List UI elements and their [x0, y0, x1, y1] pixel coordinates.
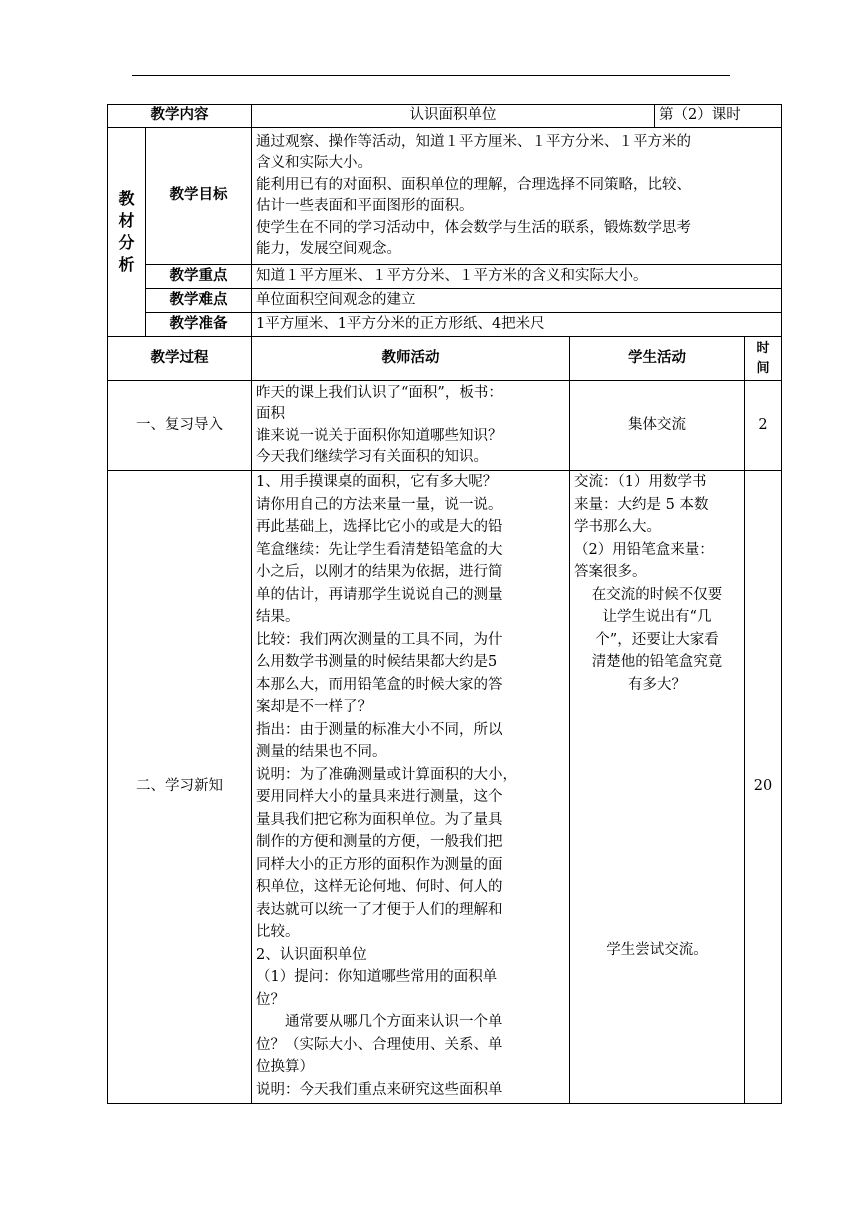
time-header	[745, 337, 782, 381]
stage2-teacher-line: 笔盒继续：先让学生看清楚铅笔盒的大	[256, 541, 503, 558]
material-char: 教	[118, 189, 135, 208]
stage2-student-line: 在交流的时候不仅要	[591, 586, 723, 603]
goals-row	[108, 128, 782, 265]
header-rule	[132, 75, 730, 76]
stage1-teacher-line: 今天我们继续学习有关面积的知识。	[256, 449, 488, 465]
stage1-teacher-line: 昨天的课上我们认识了“面积”，板书：	[256, 384, 503, 401]
stage2-teacher-line: 积单位，这样无论何地、何时、何人的	[256, 879, 503, 895]
material-analysis-label	[108, 128, 146, 337]
stage2-teacher-line: 说明：为了准确测量或计算面积的大小，	[256, 766, 517, 783]
content-label: 教学内容	[108, 105, 252, 128]
stage1-time: 2	[745, 381, 782, 471]
stage2-student	[570, 471, 745, 1104]
material-char: 析	[118, 255, 135, 274]
stage2-student-try: 学生尝试交流。	[606, 942, 708, 958]
stage2-name: 二、学习新知	[108, 471, 252, 1104]
stage2-teacher-line: 指出：由于测量的标准大小不同，所以	[256, 721, 503, 738]
difficulty-row	[108, 289, 782, 313]
goals-label: 教学目标	[146, 128, 252, 265]
stage2-teacher-line: （1）提问：你知道哪些常用的面积单	[256, 969, 498, 985]
stage2-teacher-line: 结果。	[256, 609, 300, 625]
stage2-teacher-line: 请你用自己的方法来量一量，说一说。	[256, 496, 503, 513]
stage2-teacher-line: 量具我们把它称为面积单位。为了量具	[256, 811, 503, 828]
material-char: 分	[118, 233, 135, 252]
stage2-teacher-line: 本那么大，而用铅笔盒的时候大家的答	[256, 676, 503, 693]
time-header-char: 间	[756, 360, 770, 376]
stage2-teacher-line: 同样大小的正方形的面积作为测量的面	[256, 856, 503, 873]
material-char: 材	[118, 211, 135, 230]
prep-label: 教学准备	[146, 313, 252, 337]
lesson-plan-table	[107, 104, 782, 1104]
goals-line: 通过观察、操作等活动，知道１平方厘米、１平方分米、１平方米的	[256, 133, 691, 150]
goals-line: 含义和实际大小。	[256, 155, 372, 171]
stage1-row	[108, 381, 782, 471]
goals-content	[252, 128, 782, 265]
stage1-teacher-line: 面积	[256, 406, 285, 422]
stage2-teacher-line: 小之后，以刚才的结果为依据，进行简	[256, 564, 503, 580]
stage2-teacher-line: 位？（实际大小、合理使用、关系、单	[256, 1036, 503, 1053]
content-value: 认识面积单位	[252, 105, 655, 128]
stage1-teacher	[252, 381, 570, 471]
content-row	[108, 105, 782, 128]
stage2-teacher-line: 说明：今天我们重点来研究这些面积单	[256, 1081, 503, 1098]
goals-line: 能利用已有的对面积、面积单位的理解，合理选择不同策略，比较、	[256, 176, 691, 193]
stage1-teacher-line: 谁来说一说关于面积你知道哪些知识？	[256, 427, 503, 444]
prep-row	[108, 313, 782, 337]
key-label: 教学重点	[146, 265, 252, 289]
stage2-teacher-line: 比较。	[256, 924, 300, 940]
stage2-teacher-line: 再此基础上，选择比它小的或是大的铅	[256, 519, 503, 535]
time-header-char: 时	[756, 340, 770, 356]
stage2-student-line: 学书那么大。	[574, 519, 661, 535]
stage2-teacher-line: 单的估计，再请那学生说说自己的测量	[256, 586, 503, 603]
stage2-student-line: 答案很多。	[574, 564, 647, 580]
stage2-row	[108, 471, 782, 1104]
stage2-teacher-line: 制作的方便和测量的方便，一般我们把	[256, 834, 503, 850]
stage2-student-line: 个”，还要让大家看	[595, 631, 719, 648]
stage2-student-line: 让学生说出有“几	[602, 609, 712, 625]
stage1-name: 一、复习导入	[108, 381, 252, 471]
stage2-teacher-line: 表达就可以统一了才便于人们的理解和	[256, 901, 503, 918]
stage2-teacher-line: 比较：我们两次测量的工具不同，为什	[256, 631, 503, 648]
difficulty-value: 单位面积空间观念的建立	[252, 289, 782, 313]
stage2-teacher-line: 要用同样大小的量具来进行测量，这个	[256, 789, 503, 805]
student-header: 学生活动	[570, 337, 745, 381]
goals-line: 能力，发展空间观念。	[256, 241, 401, 257]
key-value: 知道１平方厘米、１平方分米、１平方米的含义和实际大小。	[252, 265, 782, 289]
stage2-student-line: 清楚他的铅笔盒究竟	[591, 654, 723, 670]
prep-value: 1平方厘米、1平方分米的正方形纸、4把米尺	[252, 313, 782, 337]
stage2-teacher-line: 位？	[256, 991, 285, 1008]
stage2-teacher	[252, 471, 570, 1104]
stage1-student: 集体交流	[570, 381, 745, 471]
stage2-student-line: 有多大？	[628, 676, 686, 693]
stage2-teacher-line: 位换算）	[256, 1059, 314, 1075]
stage2-teacher-line: 通常要从哪几个方面来认识一个单	[256, 1014, 503, 1030]
stage2-teacher-line: 2、认识面积单位	[256, 946, 367, 963]
goals-line: 使学生在不同的学习活动中，体会数学与生活的联系，锻炼数学思考	[256, 219, 691, 236]
process-header-row	[108, 337, 782, 381]
stage2-student-line: （2）用铅笔盒来量：	[574, 541, 714, 558]
goals-line: 估计一些表面和平面图形的面积。	[256, 198, 474, 214]
stage2-student-line: 来量：大约是 5 本数	[574, 496, 709, 513]
stage2-teacher-line: 1、用手摸课桌的面积，它有多大呢？	[256, 474, 498, 490]
key-row	[108, 265, 782, 289]
stage2-teacher-line: 么用数学书测量的时候结果都大约是5	[256, 654, 498, 670]
difficulty-label: 教学难点	[146, 289, 252, 313]
teacher-header: 教师活动	[252, 337, 570, 381]
stage2-teacher-line: 测量的结果也不同。	[256, 744, 387, 760]
stage2-student-line: 交流：（1）用数学书	[574, 474, 707, 490]
stage2-teacher-line: 案却是不一样了？	[256, 699, 372, 715]
stage2-time: 20	[745, 471, 782, 1104]
process-header: 教学过程	[108, 337, 252, 381]
period-label: 第（2）课时	[655, 105, 782, 128]
